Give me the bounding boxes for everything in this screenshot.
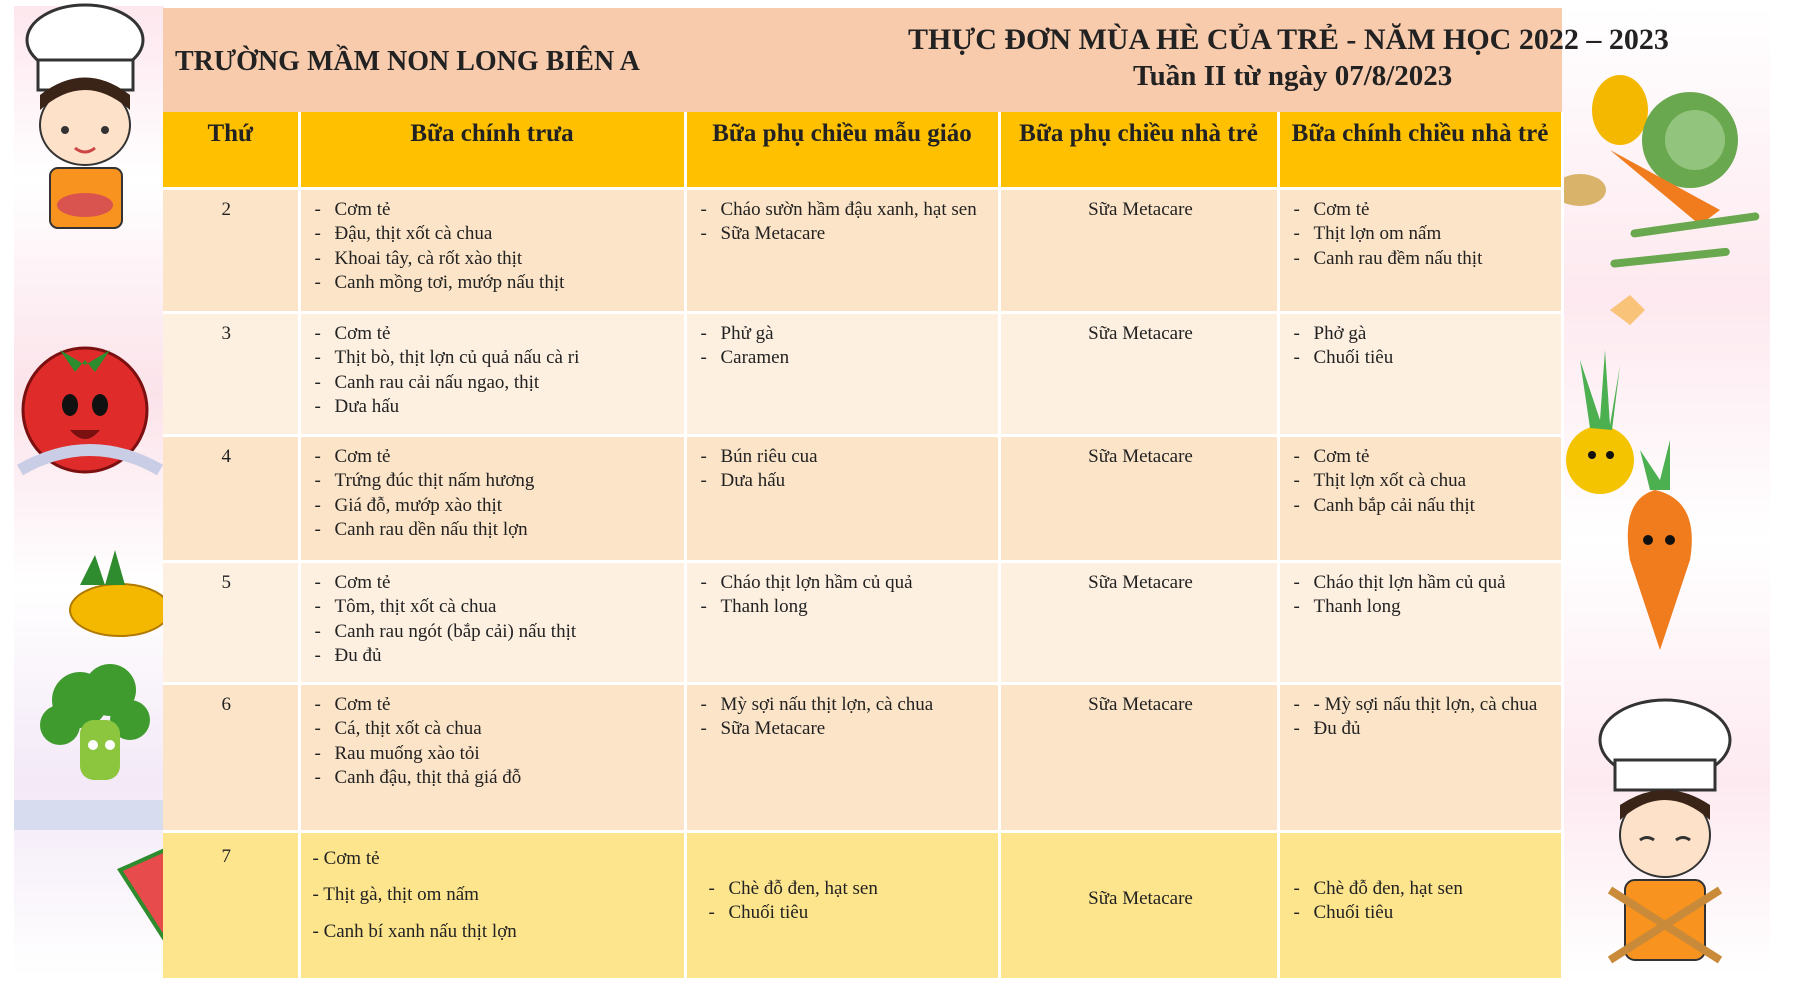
menu-item: - Thịt lợn xốt cà chua: [1292, 469, 1553, 494]
vegetables-icon: [1554, 75, 1760, 268]
carrot-icon: [1628, 440, 1692, 650]
menu-item: - Khoai tây, cà rốt xào thịt: [313, 247, 676, 272]
menu-item: - Dưa hấu: [313, 395, 676, 420]
snack-nursery-cell: Sữa Metacare: [999, 561, 1278, 683]
broccoli-icon: [40, 664, 150, 780]
menu-item: - Thịt bò, thịt lợn củ quả nấu cà ri: [313, 346, 676, 371]
menu-item: - Đu đủ: [1292, 717, 1553, 742]
table-header-row: [163, 112, 1562, 188]
day-cell: 6: [163, 683, 299, 831]
menu-item: - Canh rau ngót (bắp cải) nấu thịt: [313, 620, 676, 645]
day-cell: 3: [163, 312, 299, 435]
menu-item: - Cơm tẻ: [312, 847, 380, 869]
col-header-lunch: Bữa chính trưa: [299, 112, 685, 188]
menu-item: - Cơm tẻ: [313, 693, 676, 718]
menu-item: - Chè đỗ đen, hạt sen: [1292, 877, 1553, 902]
menu-item: - Thanh long: [699, 595, 990, 620]
onion-icon: [1566, 350, 1634, 494]
menu-item: - Cơm tẻ: [1292, 198, 1553, 223]
dinner-nursery-cell: [1278, 561, 1562, 683]
snack-nursery-cell: Sữa Metacare: [999, 435, 1278, 561]
menu-table: [163, 112, 1564, 981]
school-name: TRƯỜNG MẦM NON LONG BIÊN A: [175, 46, 640, 77]
menu-item: - Cá, thịt xốt cà chua: [313, 717, 676, 742]
menu-item: - Phở gà: [1292, 322, 1553, 347]
menu-item: - Canh rau cải nấu ngao, thịt: [313, 371, 676, 396]
menu-item: - Thanh long: [1292, 595, 1553, 620]
menu-item: - - Mỳ sợi nấu thịt lợn, cà chua: [1292, 693, 1553, 718]
week-subtitle: Tuần II từ ngày 07/8/2023: [1133, 60, 1453, 92]
menu-item: - Giá đỗ, mướp xào thịt: [313, 494, 676, 519]
menu-item: - Sữa Metacare: [699, 222, 990, 247]
menu-item: - Canh rau đềm nấu thịt: [1292, 247, 1553, 272]
dinner-nursery-cell: [1278, 831, 1562, 979]
menu-item: - Canh đậu, thịt thả giá đỗ: [313, 766, 676, 791]
menu-item: - Caramen: [699, 346, 990, 371]
chef-girl-icon: [1600, 700, 1730, 960]
menu-item: - Cơm tẻ: [313, 322, 676, 347]
snack-nursery-cell: Sữa Metacare: [999, 312, 1278, 435]
menu-item: - Dưa hấu: [699, 469, 990, 494]
dinner-nursery-cell: [1278, 435, 1562, 561]
menu-item: - Cháo thịt lợn hầm củ quả: [699, 571, 990, 596]
lunch-cell: [299, 435, 685, 561]
menu-item: - Cơm tẻ: [1292, 445, 1553, 470]
chef-girl-icon: [27, 5, 143, 228]
menu-item: - Phử gà: [699, 322, 990, 347]
menu-item: - Cháo thịt lợn hầm củ quả: [1292, 571, 1553, 596]
menu-item: - Cơm tẻ: [313, 198, 676, 223]
menu-item: - Canh bắp cải nấu thịt: [1292, 494, 1553, 519]
menu-item: - Bún riêu cua: [699, 445, 990, 470]
lunch-cell: [299, 312, 685, 435]
menu-item: - Trứng đúc thịt nấm hương: [313, 469, 676, 494]
table-row: [163, 312, 1562, 435]
menu-item: - Chuối tiêu: [707, 901, 990, 926]
menu-item: - Đu đủ: [313, 644, 676, 669]
day-cell: 7: [163, 831, 299, 979]
lunch-cell: [299, 561, 685, 683]
snack-kindergarten-cell: [685, 188, 999, 312]
menu-item: - Chuối tiêu: [1292, 346, 1553, 371]
dinner-nursery-cell: [1278, 683, 1562, 831]
snack-kindergarten-cell: [685, 435, 999, 561]
lunch-cell: [299, 188, 685, 312]
day-cell: 5: [163, 561, 299, 683]
col-header-snack-kindergarten: Bữa phụ chiều mẫu giáo: [685, 112, 999, 188]
menu-item: - Cháo sườn hầm đậu xanh, hạt sen: [699, 198, 990, 223]
col-header-day: Thứ: [163, 112, 299, 188]
table-row: [163, 435, 1562, 561]
menu-item: - Thịt lợn om nấm: [1292, 222, 1553, 247]
dinner-nursery-cell: [1278, 188, 1562, 312]
menu-item: - Canh bí xanh nấu thịt lợn: [312, 920, 517, 942]
day-cell: 2: [163, 188, 299, 312]
menu-item: - Canh mồng tơi, mướp nấu thịt: [313, 271, 676, 296]
menu-item: - Sữa Metacare: [699, 717, 990, 742]
menu-item: - Cơm tẻ: [313, 445, 676, 470]
page-header: [163, 8, 1669, 112]
star-decor: [1610, 295, 1645, 325]
menu-item: - Canh rau dền nấu thịt lợn: [313, 518, 676, 543]
left-decorations: [0, 0, 165, 983]
snack-nursery-cell: Sữa Metacare: [999, 831, 1278, 979]
menu-item: - Mỳ sợi nấu thịt lợn, cà chua: [699, 693, 990, 718]
col-header-snack-nursery: Bữa phụ chiều nhà trẻ: [999, 112, 1278, 188]
lunch-cell: [299, 831, 685, 979]
menu-item: - Đậu, thịt xốt cà chua: [313, 222, 676, 247]
menu-title: THỰC ĐƠN MÙA HÈ CỦA TRẺ - NĂM HỌC 2022 – 2023: [908, 23, 1669, 56]
menu-item: - Chè đỗ đen, hạt sen: [707, 877, 990, 902]
dinner-nursery-cell: [1278, 312, 1562, 435]
menu-item: - Thịt gà, thịt om nấm: [312, 884, 479, 905]
snack-kindergarten-cell: [685, 561, 999, 683]
menu-item: - Chuối tiêu: [1292, 901, 1553, 926]
snack-nursery-cell: Sữa Metacare: [999, 188, 1278, 312]
col-header-dinner-nursery: Bữa chính chiều nhà trẻ: [1278, 112, 1562, 188]
snack-nursery-cell: Sữa Metacare: [999, 683, 1278, 831]
pineapple-icon: [70, 550, 165, 636]
table-row: [163, 561, 1562, 683]
decor-band: [14, 800, 164, 830]
menu-item: - Tôm, thịt xốt cà chua: [313, 595, 676, 620]
watermelon-icon: [120, 850, 165, 940]
menu-item: - Rau muống xào tỏi: [313, 742, 676, 767]
snack-kindergarten-cell: [685, 312, 999, 435]
table-row: [163, 188, 1562, 312]
snack-kindergarten-cell: [685, 831, 999, 979]
snack-kindergarten-cell: [685, 683, 999, 831]
table-row: [163, 831, 1562, 979]
table-row: [163, 683, 1562, 831]
menu-item: - Cơm tẻ: [313, 571, 676, 596]
lunch-cell: [299, 683, 685, 831]
day-cell: 4: [163, 435, 299, 561]
